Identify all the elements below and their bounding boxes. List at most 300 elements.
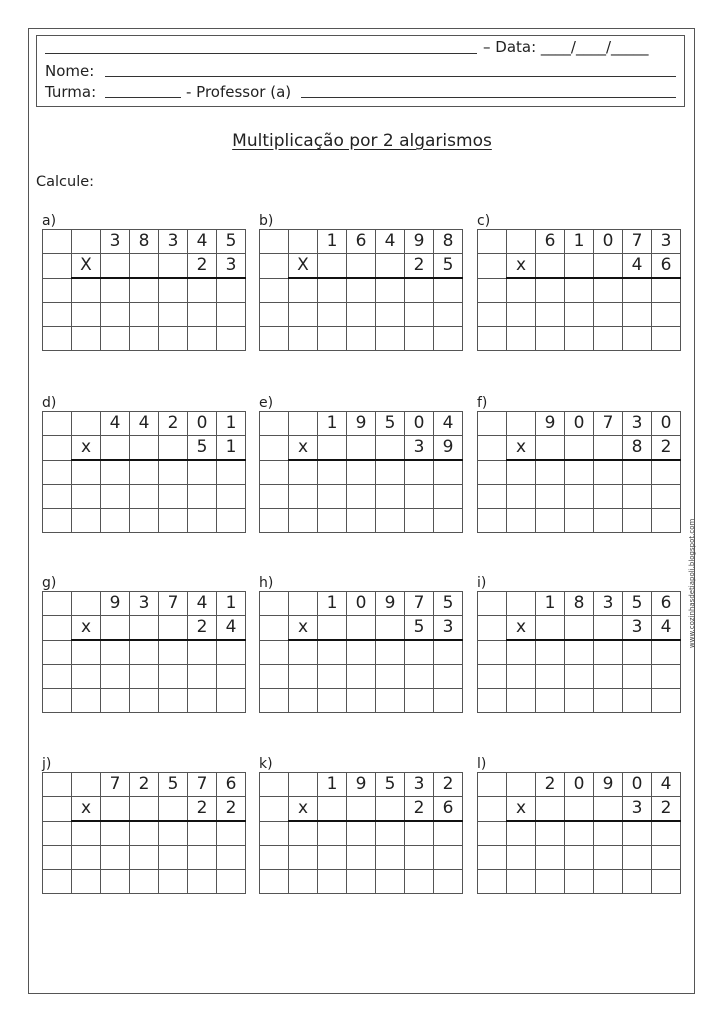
grid-cell[interactable]	[130, 436, 159, 461]
grid-cell[interactable]	[289, 230, 318, 254]
grid-cell[interactable]	[478, 665, 507, 689]
grid-cell[interactable]	[507, 773, 536, 797]
grid-cell[interactable]	[318, 689, 347, 713]
grid-cell[interactable]	[652, 821, 681, 846]
grid-cell[interactable]	[623, 509, 652, 533]
grid-cell[interactable]	[260, 303, 289, 327]
grid-cell[interactable]	[434, 303, 463, 327]
grid-cell[interactable]	[536, 460, 565, 485]
grid-cell[interactable]	[101, 689, 130, 713]
grid-cell[interactable]	[623, 821, 652, 846]
grid-cell[interactable]	[507, 278, 536, 303]
grid-cell[interactable]	[43, 485, 72, 509]
grid-cell[interactable]	[376, 846, 405, 870]
grid-cell[interactable]	[376, 689, 405, 713]
grid-cell[interactable]	[72, 640, 101, 665]
grid-cell[interactable]	[652, 460, 681, 485]
grid-cell[interactable]	[347, 689, 376, 713]
grid-cell[interactable]	[347, 846, 376, 870]
grid-cell[interactable]	[347, 254, 376, 279]
grid-cell[interactable]	[43, 254, 72, 279]
grid-cell[interactable]	[43, 797, 72, 822]
grid-cell[interactable]	[347, 616, 376, 641]
grid-cell[interactable]	[260, 327, 289, 351]
class-line[interactable]	[105, 97, 181, 98]
grid-cell[interactable]	[623, 870, 652, 894]
grid-cell[interactable]	[43, 870, 72, 894]
grid-cell[interactable]	[405, 870, 434, 894]
grid-cell[interactable]	[376, 303, 405, 327]
grid-cell[interactable]	[536, 689, 565, 713]
grid-cell[interactable]	[188, 509, 217, 533]
grid-cell[interactable]	[217, 509, 246, 533]
grid-cell[interactable]	[289, 485, 318, 509]
grid-cell[interactable]	[347, 509, 376, 533]
grid-cell[interactable]	[101, 327, 130, 351]
grid-cell[interactable]	[565, 797, 594, 822]
grid-cell[interactable]	[594, 616, 623, 641]
grid-cell[interactable]	[536, 846, 565, 870]
grid-cell[interactable]	[72, 485, 101, 509]
grid-cell[interactable]	[43, 509, 72, 533]
grid-cell[interactable]	[72, 846, 101, 870]
grid-cell[interactable]	[130, 485, 159, 509]
grid-cell[interactable]	[405, 689, 434, 713]
grid-cell[interactable]	[405, 640, 434, 665]
grid-cell[interactable]	[623, 689, 652, 713]
grid-cell[interactable]	[347, 278, 376, 303]
grid-cell[interactable]	[260, 485, 289, 509]
grid-cell[interactable]	[478, 412, 507, 436]
grid-cell[interactable]	[188, 821, 217, 846]
grid-cell[interactable]	[260, 230, 289, 254]
grid-cell[interactable]	[623, 303, 652, 327]
grid-cell[interactable]	[623, 278, 652, 303]
grid-cell[interactable]	[101, 797, 130, 822]
grid-cell[interactable]	[507, 870, 536, 894]
grid-cell[interactable]	[434, 665, 463, 689]
grid-cell[interactable]	[478, 230, 507, 254]
grid-cell[interactable]	[289, 846, 318, 870]
grid-cell[interactable]	[376, 665, 405, 689]
grid-cell[interactable]	[101, 303, 130, 327]
grid-cell[interactable]	[536, 821, 565, 846]
grid-cell[interactable]	[289, 665, 318, 689]
grid-cell[interactable]	[507, 460, 536, 485]
grid-cell[interactable]	[652, 509, 681, 533]
grid-cell[interactable]	[260, 689, 289, 713]
grid-cell[interactable]	[652, 640, 681, 665]
grid-cell[interactable]	[101, 254, 130, 279]
grid-cell[interactable]	[318, 846, 347, 870]
grid-cell[interactable]	[652, 846, 681, 870]
grid-cell[interactable]	[43, 460, 72, 485]
grid-cell[interactable]	[478, 821, 507, 846]
grid-cell[interactable]	[478, 509, 507, 533]
grid-cell[interactable]	[376, 436, 405, 461]
grid-cell[interactable]	[43, 327, 72, 351]
grid-cell[interactable]	[101, 485, 130, 509]
grid-cell[interactable]	[347, 870, 376, 894]
grid-cell[interactable]	[405, 460, 434, 485]
grid-cell[interactable]	[347, 460, 376, 485]
grid-cell[interactable]	[376, 278, 405, 303]
grid-cell[interactable]	[318, 254, 347, 279]
grid-cell[interactable]	[159, 327, 188, 351]
grid-cell[interactable]	[594, 460, 623, 485]
grid-cell[interactable]	[405, 327, 434, 351]
grid-cell[interactable]	[101, 278, 130, 303]
grid-cell[interactable]	[376, 797, 405, 822]
grid-cell[interactable]	[101, 509, 130, 533]
grid-cell[interactable]	[536, 485, 565, 509]
grid-cell[interactable]	[405, 665, 434, 689]
grid-cell[interactable]	[565, 870, 594, 894]
grid-cell[interactable]	[507, 640, 536, 665]
grid-cell[interactable]	[217, 303, 246, 327]
grid-cell[interactable]	[159, 278, 188, 303]
grid-cell[interactable]	[130, 278, 159, 303]
grid-cell[interactable]	[188, 278, 217, 303]
grid-cell[interactable]	[405, 846, 434, 870]
grid-cell[interactable]	[536, 640, 565, 665]
grid-cell[interactable]	[347, 303, 376, 327]
grid-cell[interactable]	[72, 773, 101, 797]
grid-cell[interactable]	[217, 821, 246, 846]
grid-cell[interactable]	[347, 640, 376, 665]
grid-cell[interactable]	[376, 254, 405, 279]
grid-cell[interactable]	[652, 303, 681, 327]
grid-cell[interactable]	[318, 640, 347, 665]
grid-cell[interactable]	[289, 592, 318, 616]
grid-cell[interactable]	[347, 436, 376, 461]
grid-cell[interactable]	[260, 665, 289, 689]
grid-cell[interactable]	[43, 773, 72, 797]
grid-cell[interactable]	[594, 797, 623, 822]
grid-cell[interactable]	[217, 846, 246, 870]
grid-cell[interactable]	[565, 460, 594, 485]
grid-cell[interactable]	[565, 616, 594, 641]
grid-cell[interactable]	[260, 846, 289, 870]
grid-cell[interactable]	[536, 665, 565, 689]
grid-cell[interactable]	[536, 436, 565, 461]
grid-cell[interactable]	[260, 412, 289, 436]
grid-cell[interactable]	[188, 327, 217, 351]
grid-cell[interactable]	[652, 278, 681, 303]
grid-cell[interactable]	[376, 870, 405, 894]
grid-cell[interactable]	[130, 665, 159, 689]
grid-cell[interactable]	[159, 460, 188, 485]
grid-cell[interactable]	[347, 485, 376, 509]
grid-cell[interactable]	[72, 870, 101, 894]
grid-cell[interactable]	[318, 303, 347, 327]
grid-cell[interactable]	[130, 846, 159, 870]
grid-cell[interactable]	[478, 278, 507, 303]
grid-cell[interactable]	[478, 689, 507, 713]
grid-cell[interactable]	[594, 689, 623, 713]
grid-cell[interactable]	[536, 254, 565, 279]
grid-cell[interactable]	[376, 509, 405, 533]
grid-cell[interactable]	[565, 254, 594, 279]
grid-cell[interactable]	[623, 460, 652, 485]
grid-cell[interactable]	[347, 821, 376, 846]
grid-cell[interactable]	[318, 616, 347, 641]
grid-cell[interactable]	[507, 303, 536, 327]
grid-cell[interactable]	[101, 460, 130, 485]
grid-cell[interactable]	[72, 689, 101, 713]
grid-cell[interactable]	[318, 797, 347, 822]
grid-cell[interactable]	[188, 460, 217, 485]
grid-cell[interactable]	[318, 509, 347, 533]
grid-cell[interactable]	[101, 846, 130, 870]
grid-cell[interactable]	[188, 485, 217, 509]
grid-cell[interactable]	[434, 278, 463, 303]
grid-cell[interactable]	[260, 278, 289, 303]
grid-cell[interactable]	[536, 797, 565, 822]
grid-cell[interactable]	[565, 327, 594, 351]
grid-cell[interactable]	[188, 303, 217, 327]
grid-cell[interactable]	[478, 773, 507, 797]
grid-cell[interactable]	[318, 278, 347, 303]
grid-cell[interactable]	[289, 773, 318, 797]
grid-cell[interactable]	[188, 846, 217, 870]
grid-cell[interactable]	[434, 327, 463, 351]
grid-cell[interactable]	[260, 616, 289, 641]
grid-cell[interactable]	[217, 689, 246, 713]
grid-cell[interactable]	[376, 460, 405, 485]
grid-cell[interactable]	[217, 870, 246, 894]
grid-cell[interactable]	[72, 412, 101, 436]
grid-cell[interactable]	[260, 436, 289, 461]
grid-cell[interactable]	[434, 460, 463, 485]
grid-cell[interactable]	[478, 846, 507, 870]
grid-cell[interactable]	[623, 327, 652, 351]
grid-cell[interactable]	[43, 821, 72, 846]
grid-cell[interactable]	[594, 821, 623, 846]
grid-cell[interactable]	[565, 640, 594, 665]
grid-cell[interactable]	[594, 665, 623, 689]
grid-cell[interactable]	[536, 616, 565, 641]
grid-cell[interactable]	[347, 665, 376, 689]
grid-cell[interactable]	[130, 640, 159, 665]
grid-cell[interactable]	[43, 689, 72, 713]
grid-cell[interactable]	[376, 485, 405, 509]
grid-cell[interactable]	[594, 640, 623, 665]
grid-cell[interactable]	[159, 616, 188, 641]
grid-cell[interactable]	[217, 485, 246, 509]
grid-cell[interactable]	[289, 412, 318, 436]
grid-cell[interactable]	[43, 278, 72, 303]
grid-cell[interactable]	[130, 254, 159, 279]
grid-cell[interactable]	[101, 436, 130, 461]
grid-cell[interactable]	[318, 485, 347, 509]
grid-cell[interactable]	[289, 689, 318, 713]
grid-cell[interactable]	[507, 689, 536, 713]
grid-cell[interactable]	[478, 436, 507, 461]
grid-cell[interactable]	[188, 870, 217, 894]
grid-cell[interactable]	[130, 797, 159, 822]
grid-cell[interactable]	[434, 509, 463, 533]
grid-cell[interactable]	[507, 821, 536, 846]
grid-cell[interactable]	[188, 689, 217, 713]
grid-cell[interactable]	[43, 640, 72, 665]
grid-cell[interactable]	[260, 592, 289, 616]
grid-cell[interactable]	[289, 303, 318, 327]
grid-cell[interactable]	[318, 821, 347, 846]
grid-cell[interactable]	[72, 230, 101, 254]
grid-cell[interactable]	[72, 592, 101, 616]
grid-cell[interactable]	[652, 689, 681, 713]
grid-cell[interactable]	[217, 665, 246, 689]
grid-cell[interactable]	[507, 327, 536, 351]
grid-cell[interactable]	[43, 665, 72, 689]
grid-cell[interactable]	[478, 797, 507, 822]
grid-cell[interactable]	[623, 640, 652, 665]
grid-cell[interactable]	[478, 460, 507, 485]
grid-cell[interactable]	[594, 278, 623, 303]
grid-cell[interactable]	[536, 509, 565, 533]
grid-cell[interactable]	[289, 327, 318, 351]
grid-cell[interactable]	[217, 278, 246, 303]
grid-cell[interactable]	[101, 870, 130, 894]
grid-cell[interactable]	[260, 509, 289, 533]
grid-cell[interactable]	[565, 821, 594, 846]
grid-cell[interactable]	[318, 327, 347, 351]
grid-cell[interactable]	[72, 278, 101, 303]
grid-cell[interactable]	[434, 821, 463, 846]
grid-cell[interactable]	[478, 616, 507, 641]
grid-cell[interactable]	[159, 870, 188, 894]
grid-cell[interactable]	[159, 640, 188, 665]
grid-cell[interactable]	[347, 797, 376, 822]
grid-cell[interactable]	[478, 303, 507, 327]
grid-cell[interactable]	[536, 278, 565, 303]
grid-cell[interactable]	[478, 254, 507, 279]
grid-cell[interactable]	[130, 327, 159, 351]
grid-cell[interactable]	[405, 278, 434, 303]
grid-cell[interactable]	[43, 436, 72, 461]
grid-cell[interactable]	[159, 303, 188, 327]
grid-cell[interactable]	[289, 640, 318, 665]
grid-cell[interactable]	[376, 327, 405, 351]
grid-cell[interactable]	[507, 665, 536, 689]
grid-cell[interactable]	[130, 460, 159, 485]
grid-cell[interactable]	[376, 640, 405, 665]
grid-cell[interactable]	[536, 303, 565, 327]
grid-cell[interactable]	[260, 640, 289, 665]
grid-cell[interactable]	[565, 689, 594, 713]
grid-cell[interactable]	[130, 870, 159, 894]
grid-cell[interactable]	[652, 485, 681, 509]
grid-cell[interactable]	[159, 689, 188, 713]
grid-cell[interactable]	[217, 640, 246, 665]
grid-cell[interactable]	[405, 509, 434, 533]
grid-cell[interactable]	[260, 460, 289, 485]
grid-cell[interactable]	[318, 665, 347, 689]
grid-cell[interactable]	[594, 327, 623, 351]
grid-cell[interactable]	[565, 509, 594, 533]
grid-cell[interactable]	[130, 303, 159, 327]
grid-cell[interactable]	[43, 846, 72, 870]
grid-cell[interactable]	[159, 254, 188, 279]
name-line[interactable]	[105, 76, 676, 77]
grid-cell[interactable]	[289, 460, 318, 485]
grid-cell[interactable]	[594, 870, 623, 894]
grid-cell[interactable]	[478, 870, 507, 894]
grid-cell[interactable]	[347, 327, 376, 351]
grid-cell[interactable]	[507, 509, 536, 533]
grid-cell[interactable]	[405, 303, 434, 327]
grid-cell[interactable]	[130, 689, 159, 713]
grid-cell[interactable]	[159, 665, 188, 689]
grid-cell[interactable]	[507, 485, 536, 509]
grid-cell[interactable]	[72, 509, 101, 533]
grid-cell[interactable]	[289, 278, 318, 303]
grid-cell[interactable]	[130, 509, 159, 533]
grid-cell[interactable]	[159, 797, 188, 822]
grid-cell[interactable]	[434, 870, 463, 894]
teacher-line[interactable]	[301, 97, 676, 98]
grid-cell[interactable]	[507, 412, 536, 436]
grid-cell[interactable]	[565, 303, 594, 327]
grid-cell[interactable]	[43, 303, 72, 327]
grid-cell[interactable]	[260, 870, 289, 894]
grid-cell[interactable]	[260, 797, 289, 822]
grid-cell[interactable]	[289, 821, 318, 846]
grid-cell[interactable]	[43, 230, 72, 254]
grid-cell[interactable]	[289, 870, 318, 894]
grid-cell[interactable]	[594, 846, 623, 870]
grid-cell[interactable]	[130, 616, 159, 641]
grid-cell[interactable]	[594, 254, 623, 279]
grid-cell[interactable]	[159, 485, 188, 509]
grid-cell[interactable]	[478, 327, 507, 351]
grid-cell[interactable]	[159, 821, 188, 846]
grid-cell[interactable]	[623, 846, 652, 870]
grid-cell[interactable]	[289, 509, 318, 533]
grid-cell[interactable]	[594, 485, 623, 509]
grid-cell[interactable]	[159, 509, 188, 533]
grid-cell[interactable]	[652, 327, 681, 351]
grid-cell[interactable]	[565, 665, 594, 689]
grid-cell[interactable]	[188, 665, 217, 689]
grid-cell[interactable]	[652, 870, 681, 894]
grid-cell[interactable]	[72, 821, 101, 846]
grid-cell[interactable]	[623, 665, 652, 689]
grid-cell[interactable]	[72, 327, 101, 351]
grid-cell[interactable]	[507, 592, 536, 616]
grid-cell[interactable]	[101, 616, 130, 641]
grid-cell[interactable]	[594, 436, 623, 461]
grid-cell[interactable]	[217, 460, 246, 485]
grid-cell[interactable]	[434, 846, 463, 870]
grid-cell[interactable]	[536, 327, 565, 351]
grid-cell[interactable]	[565, 436, 594, 461]
grid-cell[interactable]	[594, 303, 623, 327]
grid-cell[interactable]	[217, 327, 246, 351]
grid-cell[interactable]	[405, 485, 434, 509]
grid-cell[interactable]	[565, 485, 594, 509]
grid-cell[interactable]	[101, 821, 130, 846]
grid-cell[interactable]	[318, 436, 347, 461]
grid-cell[interactable]	[594, 509, 623, 533]
grid-cell[interactable]	[159, 436, 188, 461]
grid-cell[interactable]	[101, 640, 130, 665]
grid-cell[interactable]	[434, 689, 463, 713]
grid-cell[interactable]	[565, 846, 594, 870]
grid-cell[interactable]	[434, 485, 463, 509]
grid-cell[interactable]	[565, 278, 594, 303]
